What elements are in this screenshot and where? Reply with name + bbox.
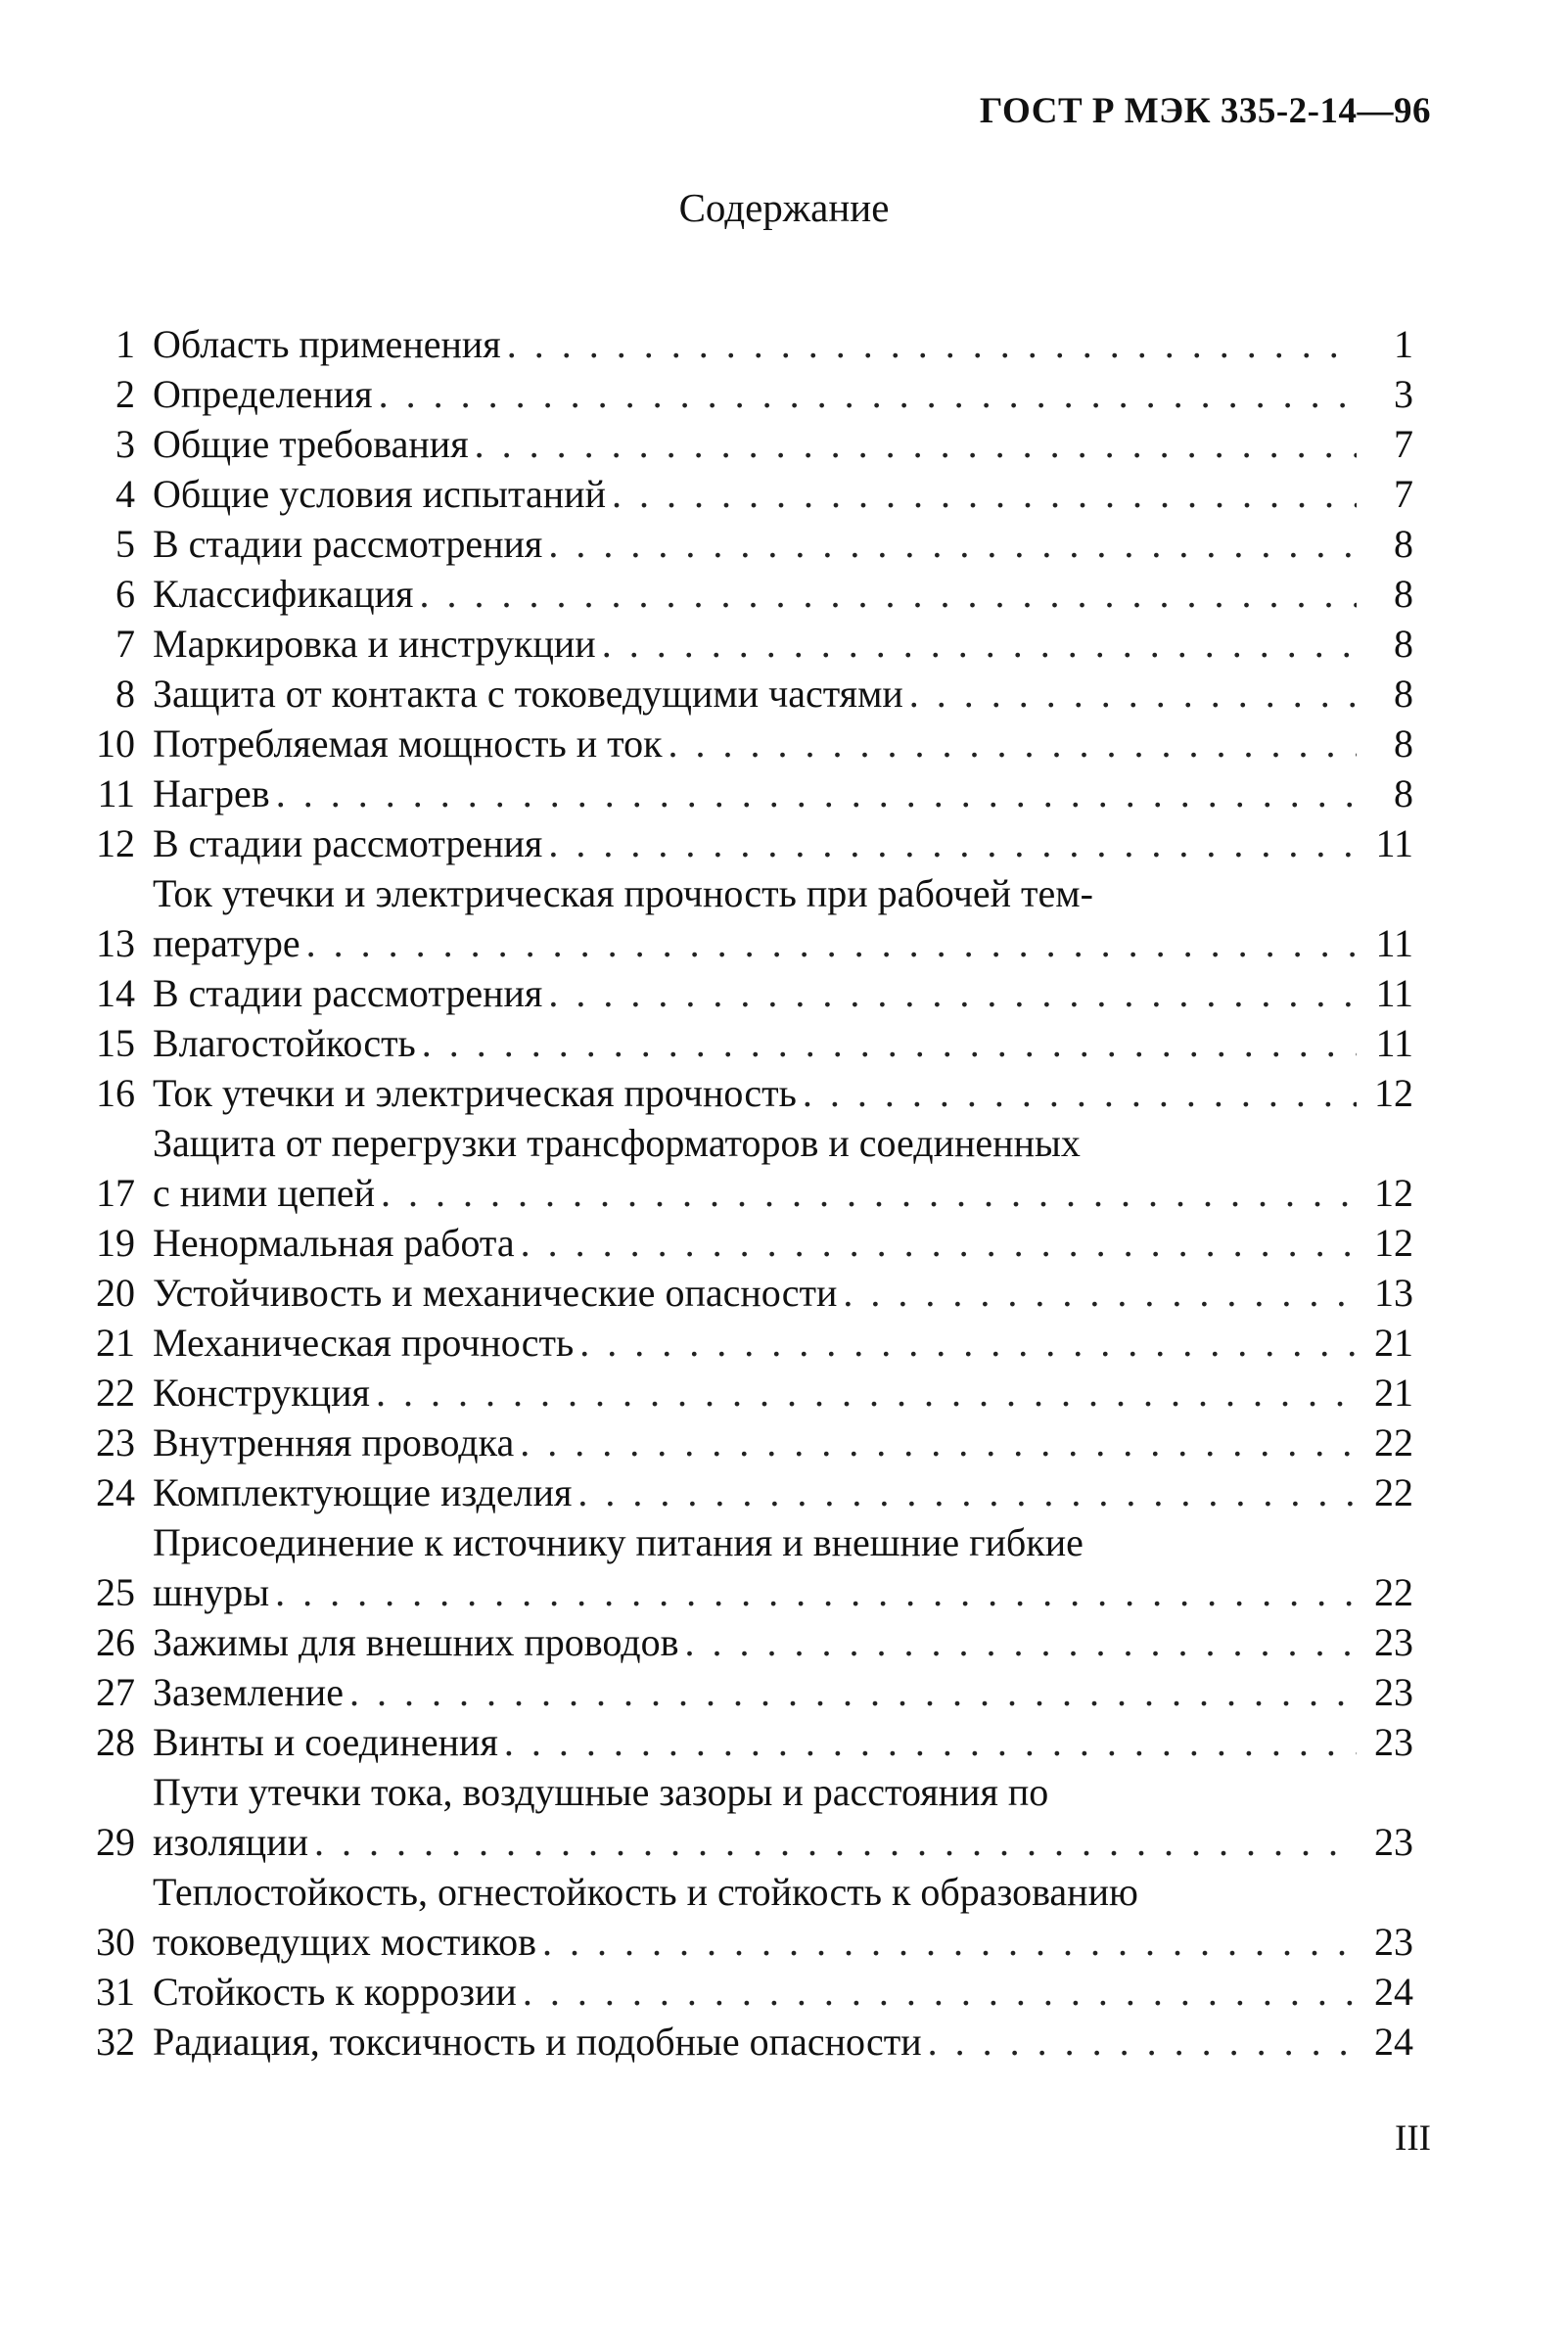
toc-entry-number: 15 — [96, 1021, 135, 1065]
toc-entry-number: 24 — [96, 1470, 135, 1514]
toc-entry-number: 19 — [96, 1221, 135, 1265]
dot-leader — [349, 1667, 1357, 1717]
toc-entry-number: 17 — [96, 1171, 135, 1215]
toc-entry-page: 8 — [1394, 672, 1413, 716]
dot-leader — [379, 369, 1357, 419]
dot-leader — [275, 1567, 1357, 1617]
toc-entry-body — [153, 1717, 1413, 1767]
toc-entry-number: 28 — [96, 1720, 135, 1764]
toc-entry-body — [153, 1418, 1413, 1467]
toc-entry-title: Потребляемая мощность и ток — [153, 721, 663, 766]
toc-entry-title: пературе — [153, 921, 300, 965]
dot-leader — [475, 419, 1357, 469]
toc-entry-title: Конструкция — [153, 1371, 370, 1415]
toc-entry-number: 4 — [115, 472, 135, 516]
toc-entry — [84, 1218, 1413, 1268]
toc-entry-page: 11 — [1375, 1021, 1413, 1065]
toc-entry — [84, 1517, 1413, 1617]
toc-entry-body — [153, 719, 1413, 768]
toc-entry-page: 23 — [1374, 1920, 1413, 1964]
toc-entry-body — [153, 669, 1413, 719]
toc-entry-number: 12 — [96, 821, 135, 865]
toc-entry-title-line: Защита от перегрузки трансформаторов и соединенных — [153, 1121, 1081, 1165]
toc-entry-body — [153, 1617, 1413, 1667]
toc-entry-page: 22 — [1374, 1570, 1413, 1614]
toc-entry — [84, 669, 1413, 719]
toc-entry-page: 8 — [1394, 721, 1413, 766]
toc-entry-page: 8 — [1394, 522, 1413, 566]
toc-entry-number: 3 — [115, 422, 135, 466]
dot-leader — [928, 2017, 1357, 2067]
dot-leader — [669, 719, 1357, 768]
toc-entry-number: 31 — [96, 1970, 135, 2014]
toc-entry-page: 24 — [1374, 1970, 1413, 2014]
dot-leader — [276, 768, 1357, 818]
toc-entry-page: 11 — [1375, 821, 1413, 865]
toc-entry-body — [153, 1218, 1413, 1268]
toc-entry — [84, 569, 1413, 619]
toc-entry — [84, 1118, 1413, 1218]
dot-leader — [314, 1817, 1357, 1867]
toc-entry-page: 23 — [1374, 1670, 1413, 1714]
toc-entry — [84, 319, 1413, 369]
toc-entry-number: 2 — [115, 372, 135, 416]
toc-entry-page: 8 — [1394, 622, 1413, 666]
dot-leader — [507, 319, 1357, 369]
dot-leader — [381, 1168, 1357, 1218]
toc-entry-number: 25 — [96, 1570, 135, 1614]
toc-entry-body — [153, 818, 1413, 868]
toc-entry — [84, 2017, 1413, 2067]
dot-leader — [306, 918, 1357, 968]
toc-entry-body — [153, 1368, 1413, 1418]
toc-entry-title: Маркировка и инструкции — [153, 622, 596, 666]
toc-entry-page: 8 — [1394, 572, 1413, 616]
toc-entry-number: 29 — [96, 1820, 135, 1864]
toc-entry-title: Устойчивость и механические опасности — [153, 1271, 838, 1315]
dot-leader — [542, 1917, 1357, 1967]
toc-entry-page: 21 — [1374, 1371, 1413, 1415]
toc-entry-page: 13 — [1374, 1271, 1413, 1315]
toc-entry-body — [153, 519, 1413, 569]
toc-entry-title: Нагрев — [153, 771, 270, 815]
toc-entry-title: Механическая прочность — [153, 1321, 575, 1365]
toc-entry-title: Общие условия испытаний — [153, 472, 606, 516]
toc-entry — [84, 1068, 1413, 1118]
toc-entry-page: 12 — [1374, 1171, 1413, 1215]
toc-entry-number: 7 — [115, 622, 135, 666]
toc-entry-page: 21 — [1374, 1321, 1413, 1365]
toc-entry-body — [153, 319, 1413, 369]
dot-leader — [504, 1717, 1357, 1767]
toc-entry-title: шнуры — [153, 1570, 270, 1614]
toc-entry — [84, 369, 1413, 419]
dot-leader — [422, 1018, 1357, 1068]
toc-entry-title-line: Присоединение к источнику питания и внешние гибкие — [153, 1520, 1084, 1564]
toc-entry-number: 32 — [96, 2020, 135, 2064]
toc-entry-title: Защита от контакта с токоведущими частями — [153, 672, 903, 716]
toc-entry-page: 23 — [1374, 1720, 1413, 1764]
dot-leader — [521, 1218, 1357, 1268]
dot-leader — [577, 1467, 1357, 1517]
toc-entry-number: 10 — [96, 721, 135, 766]
toc-entry-title: Стойкость к коррозии — [153, 1970, 517, 2014]
dot-leader — [579, 1318, 1357, 1368]
toc-entry-number: 1 — [115, 322, 135, 366]
toc-entry — [84, 1617, 1413, 1667]
toc-entry-body — [153, 1268, 1413, 1318]
toc-entry-title: Комплектующие изделия — [153, 1470, 573, 1514]
toc-entry-title: Общие требования — [153, 422, 469, 466]
toc-entry — [84, 1767, 1413, 1867]
toc-entry-title: В стадии рассмотрения — [153, 821, 543, 865]
toc-entry — [84, 1967, 1413, 2017]
dot-leader — [376, 1368, 1357, 1418]
toc-entry-body — [153, 469, 1413, 519]
toc-entry — [84, 1418, 1413, 1467]
toc-entry-number: 14 — [96, 971, 135, 1015]
toc-entry-body — [153, 1867, 1413, 1967]
toc-entry — [84, 519, 1413, 569]
toc-entry — [84, 868, 1413, 968]
toc-entry-title-line: Пути утечки тока, воздушные зазоры и расстояния по — [153, 1770, 1049, 1814]
toc-entry-body — [153, 1967, 1413, 2017]
toc-entry-page: 11 — [1375, 921, 1413, 965]
dot-leader — [548, 818, 1357, 868]
toc-entry — [84, 619, 1413, 669]
toc-entry-body — [153, 1068, 1413, 1118]
toc-entry-title: Область применения — [153, 322, 501, 366]
toc-entry-number: 20 — [96, 1271, 135, 1315]
toc-entry-page: 11 — [1375, 971, 1413, 1015]
dot-leader — [685, 1617, 1358, 1667]
toc-entry-body — [153, 1667, 1413, 1717]
dot-leader — [548, 519, 1357, 569]
toc-entry-number: 8 — [115, 672, 135, 716]
toc-entry-number: 11 — [97, 771, 135, 815]
toc-entry — [84, 469, 1413, 519]
toc-entry-number: 30 — [96, 1920, 135, 1964]
toc-entry-body — [153, 968, 1413, 1018]
toc-entry-number: 21 — [96, 1321, 135, 1365]
page-number: III — [1395, 2118, 1431, 2159]
toc-entry-number: 5 — [115, 522, 135, 566]
dot-leader — [843, 1268, 1357, 1318]
toc-entry — [84, 1268, 1413, 1318]
toc-entry-title: Ненормальная работа — [153, 1221, 515, 1265]
toc-entry-number: 27 — [96, 1670, 135, 1714]
toc-entry-title: Влагостойкость — [153, 1021, 416, 1065]
toc-entry-page: 7 — [1394, 472, 1413, 516]
toc-entry-number: 26 — [96, 1620, 135, 1664]
dot-leader — [419, 569, 1357, 619]
dot-leader — [548, 968, 1357, 1018]
toc-entry-number: 6 — [115, 572, 135, 616]
dot-leader — [612, 469, 1357, 519]
toc-entry-title: Зажимы для внешних проводов — [153, 1620, 679, 1664]
toc-entry — [84, 1467, 1413, 1517]
toc-entry-page: 12 — [1374, 1071, 1413, 1115]
toc-entry-title: Заземление — [153, 1670, 344, 1714]
toc-entry-title: Определения — [153, 372, 373, 416]
table-of-contents — [84, 319, 1413, 2067]
toc-entry-body — [153, 1767, 1413, 1867]
toc-entry — [84, 719, 1413, 768]
toc-entry-title: В стадии рассмотрения — [153, 971, 543, 1015]
toc-entry-body — [153, 619, 1413, 669]
toc-entry-body — [153, 419, 1413, 469]
toc-entry-title: Классификация — [153, 572, 414, 616]
document-header: ГОСТ Р МЭК 335-2-14—96 — [979, 91, 1431, 131]
toc-entry-body — [153, 569, 1413, 619]
toc-entry-page: 1 — [1394, 322, 1413, 366]
toc-entry — [84, 768, 1413, 818]
toc-entry-page: 22 — [1374, 1420, 1413, 1465]
toc-entry — [84, 1667, 1413, 1717]
toc-entry-number: 13 — [96, 921, 135, 965]
toc-entry-page: 22 — [1374, 1470, 1413, 1514]
toc-entry — [84, 1318, 1413, 1368]
toc-entry-title: токоведущих мостиков — [153, 1920, 537, 1964]
toc-entry-body — [153, 868, 1413, 968]
toc-entry-title: Винты и соединения — [153, 1720, 498, 1764]
toc-entry-page: 23 — [1374, 1820, 1413, 1864]
toc-entry-title: Радиация, токсичность и подобные опасности — [153, 2020, 922, 2064]
dot-leader — [602, 619, 1357, 669]
toc-entry-number: 22 — [96, 1371, 135, 1415]
toc-entry-body — [153, 1318, 1413, 1368]
toc-entry-number: 23 — [96, 1420, 135, 1465]
toc-entry — [84, 968, 1413, 1018]
toc-entry-title: Внутренняя проводка — [153, 1420, 515, 1465]
toc-entry-title: с ними цепей — [153, 1171, 376, 1215]
toc-entry-page: 24 — [1374, 2020, 1413, 2064]
toc-entry-page: 12 — [1374, 1221, 1413, 1265]
toc-entry-number: 16 — [96, 1071, 135, 1115]
toc-entry — [84, 1018, 1413, 1068]
toc-entry-body — [153, 1517, 1413, 1617]
toc-entry-title: изоляции — [153, 1820, 309, 1864]
toc-entry-page: 7 — [1394, 422, 1413, 466]
toc-entry-title: В стадии рассмотрения — [153, 522, 543, 566]
toc-entry — [84, 818, 1413, 868]
dot-leader — [523, 1967, 1357, 2017]
toc-entry-title-line: Теплостойкость, огнестойкость и стойкость к образованию — [153, 1870, 1138, 1914]
toc-entry-body — [153, 768, 1413, 818]
toc-entry-body — [153, 369, 1413, 419]
toc-entry-body — [153, 1018, 1413, 1068]
toc-entry-page: 23 — [1374, 1620, 1413, 1664]
toc-entry — [84, 1717, 1413, 1767]
toc-entry — [84, 1867, 1413, 1967]
toc-entry — [84, 1368, 1413, 1418]
toc-entry-page: 3 — [1394, 372, 1413, 416]
page-title: Содержание — [678, 185, 890, 230]
toc-entry-title-line: Ток утечки и электрическая прочность при рабочей тем- — [153, 871, 1093, 915]
toc-entry-body — [153, 1118, 1413, 1218]
toc-entry-body — [153, 1467, 1413, 1517]
dot-leader — [520, 1418, 1357, 1467]
toc-entry-title: Ток утечки и электрическая прочность — [153, 1071, 797, 1115]
toc-entry-page: 8 — [1394, 771, 1413, 815]
dot-leader — [909, 669, 1357, 719]
dot-leader — [803, 1068, 1357, 1118]
toc-entry-body — [153, 2017, 1413, 2067]
toc-entry — [84, 419, 1413, 469]
